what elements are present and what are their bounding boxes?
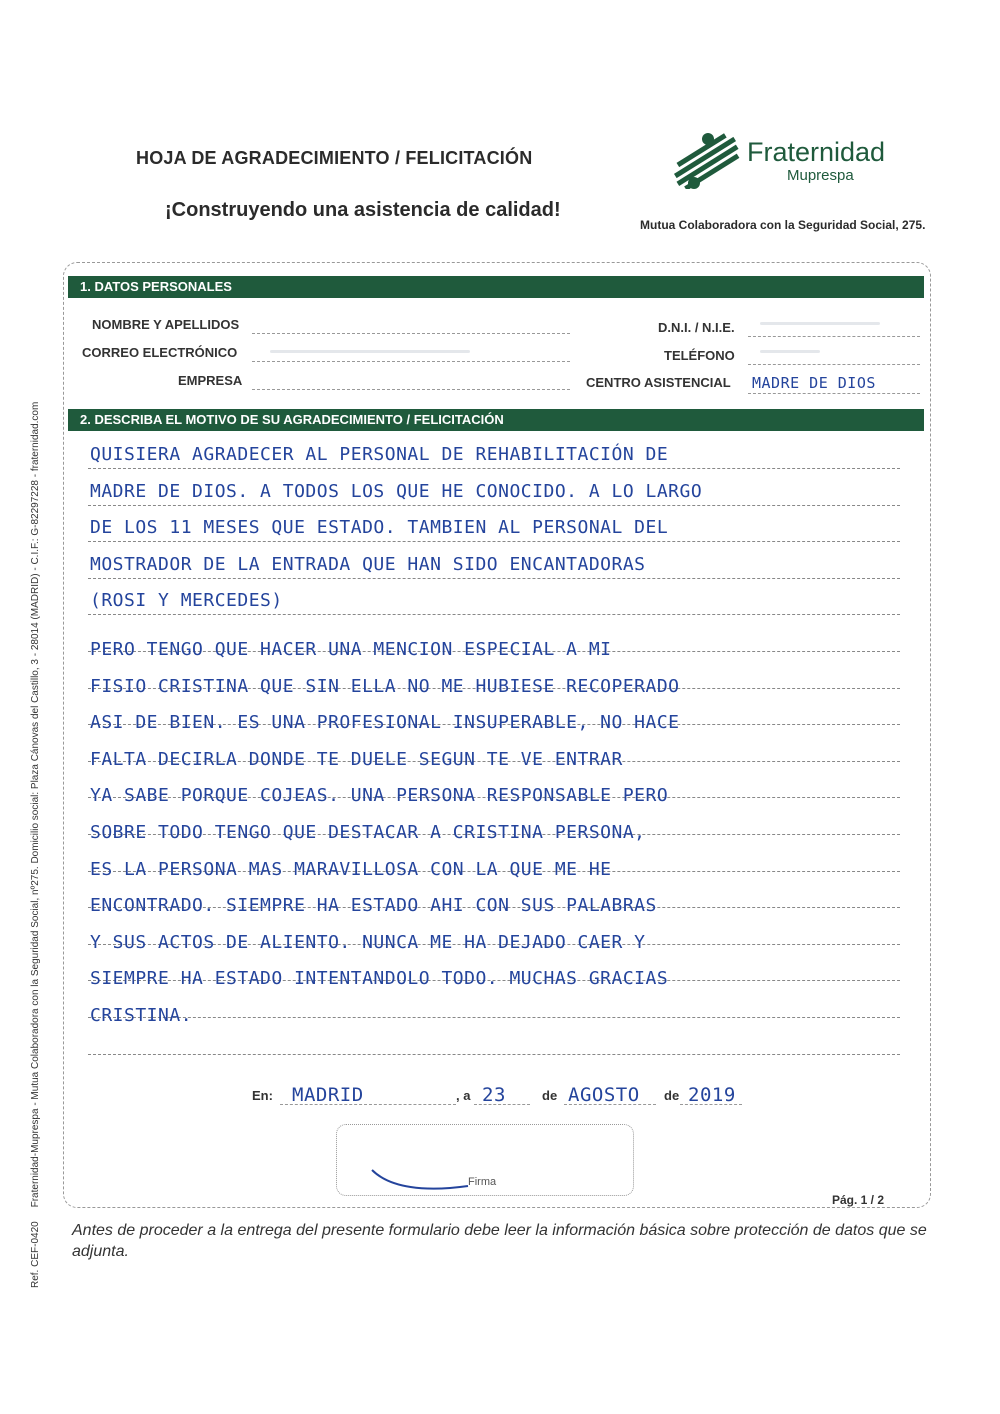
fraternidad-logo-icon: [668, 133, 744, 194]
handwritten-line: CRISTINA.: [90, 1005, 193, 1026]
year-value: 2019: [688, 1084, 736, 1106]
form-frame: [63, 262, 931, 1208]
handwritten-line: DE LOS 11 MESES QUE ESTADO. TAMBIEN AL PERSONAL DEL: [90, 517, 669, 539]
correo-label: CORREO ELECTRÓNICO: [82, 345, 238, 360]
privacy-notice: Antes de proceder a la entrega del presente formulario debe leer la información básica sobre protección de datos que se adjunta.: [72, 1222, 927, 1260]
day-value: 23: [482, 1084, 506, 1106]
handwritten-line: ES LA PERSONA MAS MARAVILLOSA CON LA QUE ME HE: [90, 858, 612, 880]
handwritten-line: ENCONTRADO. SIEMPRE HA ESTADO AHI CON SUS PALABRAS: [90, 895, 657, 917]
mutua-text: Mutua Colaboradora con la Seguridad Social, 275.: [640, 218, 926, 232]
form-subtitle: ¡Construyendo una asistencia de calidad!: [165, 199, 561, 221]
handwritten-line: SIEMPRE HA ESTADO INTENTANDOLO TODO. MUCHAS GRACIAS: [90, 968, 669, 990]
dni-field[interactable]: [748, 336, 920, 337]
centro-value: MADRE DE DIOS: [752, 374, 876, 392]
centro-field[interactable]: [748, 393, 920, 394]
handwritten-line: MOSTRADOR DE LA ENTRADA QUE HAN SIDO ENCANTADORAS: [90, 553, 646, 575]
form-title: HOJA DE AGRADECIMIENTO / FELICITACIÓN: [136, 148, 533, 168]
signature-stroke: [370, 1164, 470, 1199]
correo-field[interactable]: [252, 361, 570, 362]
brand-subname: Muprespa: [787, 167, 854, 184]
en-label: En:: [252, 1088, 273, 1103]
handwritten-line: MADRE DE DIOS. A TODOS LOS QUE HE CONOCIDO. A LO LARGO: [90, 480, 703, 502]
ruled-line: [88, 1017, 900, 1018]
ruled-line: [88, 505, 900, 506]
handwritten-line: PERO TENGO QUE HACER UNA MENCION ESPECIAL A MI: [90, 639, 612, 660]
place-value: MADRID: [292, 1084, 364, 1106]
centro-label: CENTRO ASISTENCIAL: [586, 375, 731, 390]
page-number: Pág. 1 / 2: [832, 1193, 885, 1207]
ruled-line: [88, 1054, 900, 1055]
dni-label: D.N.I. / N.I.E.: [658, 320, 735, 335]
handwritten-line: QUISIERA AGRADECER AL PERSONAL DE REHABILITACIÓN DE: [90, 444, 669, 465]
telefono-field[interactable]: [748, 364, 920, 365]
section1-heading: 1. DATOS PERSONALES: [68, 276, 924, 298]
ruled-line: [88, 578, 900, 579]
side-legal-text: [30, 308, 41, 1288]
month-value: AGOSTO: [568, 1084, 640, 1106]
ruled-line: [88, 468, 900, 469]
handwritten-line: FALTA DECIRLA DONDE TE DUELE SEGUN TE VE ENTRAR: [90, 748, 623, 770]
ref-code: Ref. CEF-0420: [30, 1221, 41, 1288]
handwritten-line: Y SUS ACTOS DE ALIENTO. NUNCA ME HA DEJADO CAER Y: [90, 931, 646, 953]
handwritten-line: SOBRE TODO TENGO QUE DESTACAR A CRISTINA PERSONA,: [90, 822, 646, 843]
empresa-field[interactable]: [252, 389, 570, 390]
ruled-line: [88, 541, 900, 542]
empresa-label: EMPRESA: [178, 373, 243, 388]
brand-name: Fraternidad: [747, 137, 886, 167]
a-label: , a: [456, 1088, 471, 1103]
handwritten-line: ASI DE BIEN. ES UNA PROFESIONAL INSUPERABLE, NO HACE: [90, 712, 680, 734]
de2-label: de: [664, 1088, 680, 1103]
handwritten-line: (ROSI Y MERCEDES): [90, 590, 283, 612]
redacted-phone: [760, 350, 820, 353]
nombre-field[interactable]: [252, 333, 570, 334]
ruled-line: [88, 614, 900, 615]
redacted-email: [270, 350, 470, 353]
telefono-label: TELÉFONO: [664, 348, 735, 363]
redacted-dni: [760, 322, 880, 325]
handwritten-line: FISIO CRISTINA QUE SIN ELLA NO ME HUBIESE RECOPERADO: [90, 675, 680, 697]
de-label: de: [542, 1088, 558, 1103]
handwritten-line: YA SABE PORQUE COJEAS. UNA PERSONA RESPONSABLE PERO: [90, 785, 669, 807]
section2-heading: 2. DESCRIBA EL MOTIVO DE SU AGRADECIMIENTO / FELICITACIÓN: [68, 409, 924, 431]
nombre-label: NOMBRE Y APELLIDOS: [92, 317, 240, 332]
legal-text: Fraternidad-Muprespa - Mutua Colaboradora con la Seguridad Social, nº275. Domicilio social: Plaza Cánovas del Castillo, 3 - 28014 (MADRID) - C.I.F.: G-82297228 - fraternidad.com: [30, 401, 41, 1208]
firma-label: Firma: [468, 1176, 497, 1188]
